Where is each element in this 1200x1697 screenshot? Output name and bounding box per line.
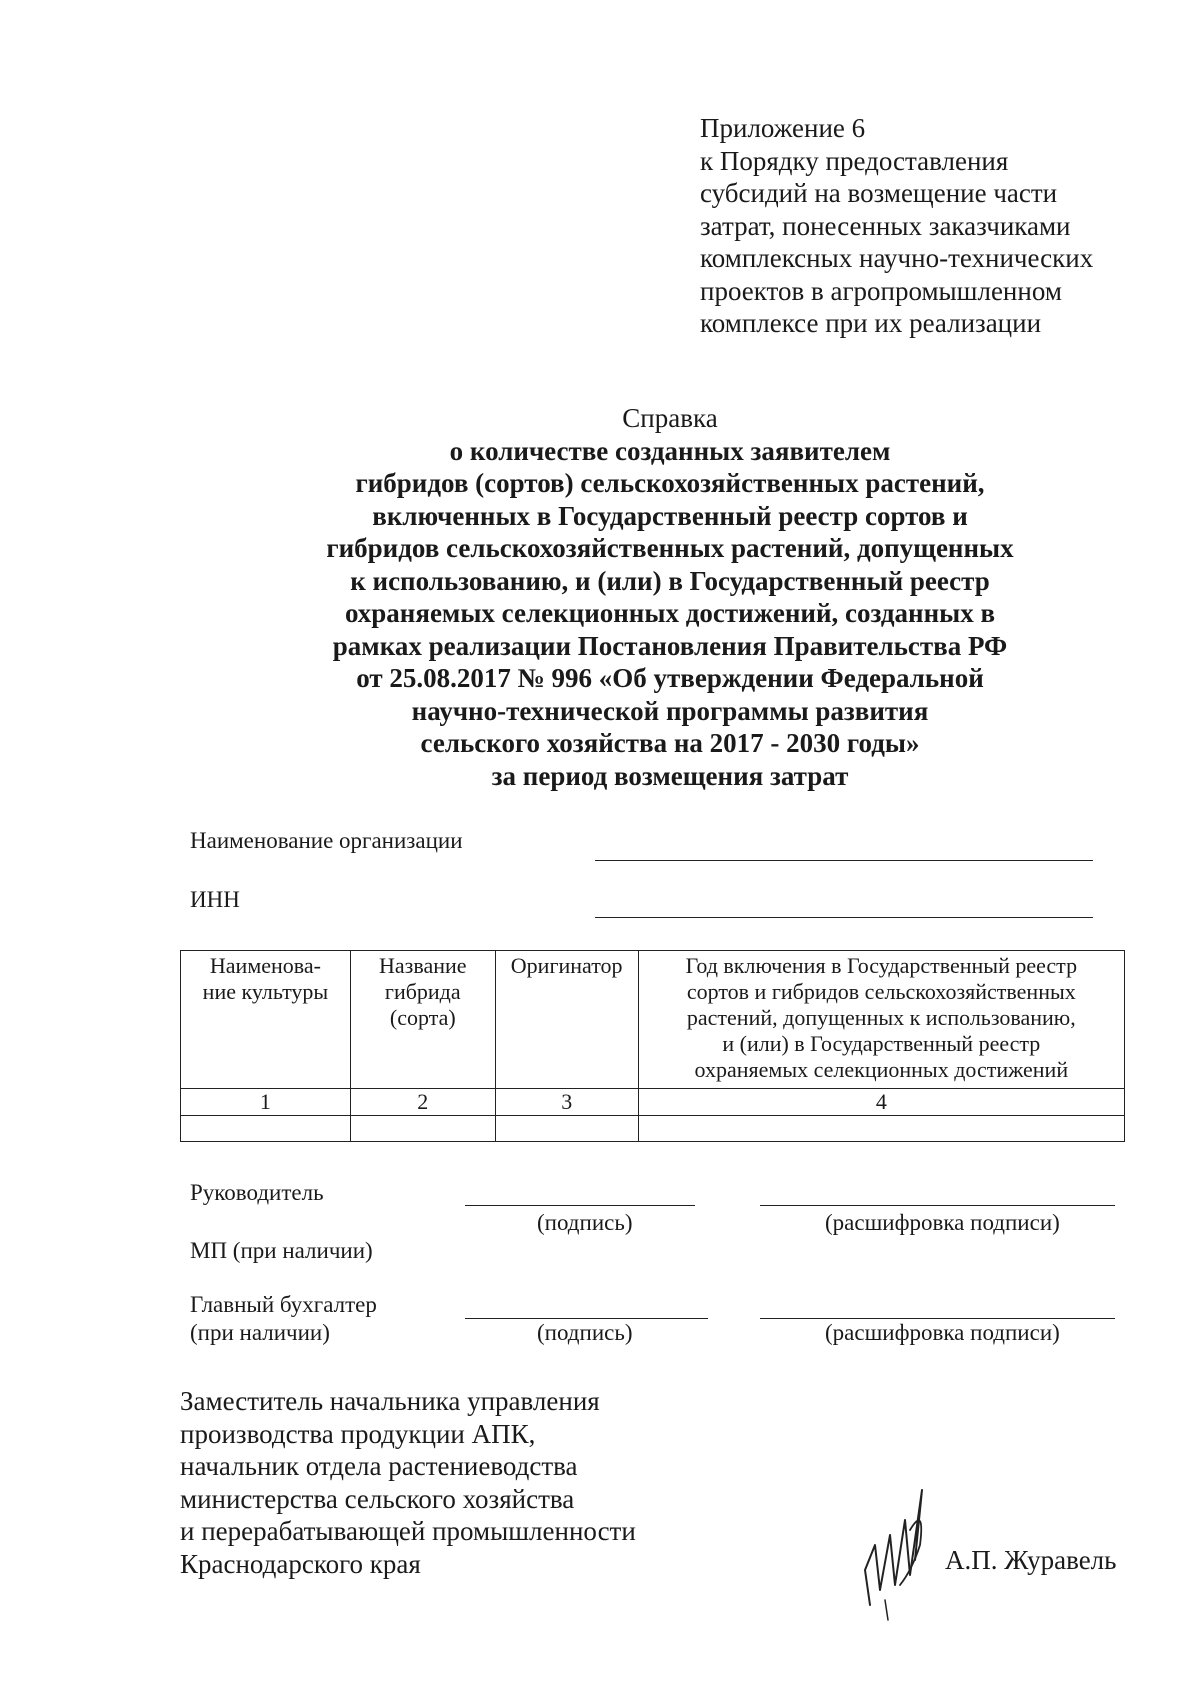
accountant-decode-caption: (расшифровка подписи) xyxy=(825,1320,1060,1345)
accountant-label: Главный бухгалтер xyxy=(190,1292,377,1317)
table-number-row xyxy=(181,1089,1125,1116)
footer-line: начальник отдела растениеводства xyxy=(180,1451,578,1481)
head-signature-caption: (подпись) xyxy=(537,1210,633,1235)
stamp-label: МП (при наличии) xyxy=(190,1238,373,1263)
title-line: гибридов сельскохозяйственных растений, допущенных xyxy=(326,533,1014,563)
signer-name: А.П. Журавель xyxy=(945,1545,1117,1575)
title-line: охраняемых селекционных достижений, созданных в xyxy=(344,598,996,628)
document-title xyxy=(200,402,1140,792)
inn-label: ИНН xyxy=(190,887,240,912)
column-number: 3 xyxy=(495,1089,638,1116)
table-cell[interactable] xyxy=(638,1116,1124,1142)
title-line: гибридов (сортов) сельскохозяйственных растений, xyxy=(355,468,985,498)
accountant-signature-line[interactable] xyxy=(465,1318,708,1319)
annex-line: к Порядку предоставления xyxy=(700,145,1009,176)
title-line: включенных в Государственный реестр сортов и xyxy=(372,500,968,531)
title-line: научно-технической программы развития xyxy=(411,695,929,726)
footer-line: министерства сельского хозяйства xyxy=(180,1483,575,1514)
header-hybrid: Название гибрида (сорта) xyxy=(350,951,495,1089)
title-line: за период возмещения затрат xyxy=(491,760,849,791)
title-line: о количестве созданных заявителем xyxy=(449,435,891,466)
title-line: рамках реализации Постановления Правительства РФ xyxy=(332,630,1008,661)
table-cell[interactable] xyxy=(495,1116,638,1142)
table-cell[interactable] xyxy=(350,1116,495,1142)
annex-line: субсидий на возмещение части xyxy=(700,178,1058,208)
annex-line: проектов в агропромышленном xyxy=(700,275,1062,306)
title-heading: Справка xyxy=(622,403,718,433)
column-number: 4 xyxy=(638,1089,1124,1116)
header-year: Год включения в Государственный реестр сортов и гибридов сельскохозяйственных растений, допущенных к использованию, и (или) в Государственный реестр охраняемых селекционных достижений xyxy=(638,951,1124,1089)
inn-line[interactable] xyxy=(595,917,1093,918)
footer-position xyxy=(180,1385,636,1580)
accountant-note: (при наличии) xyxy=(190,1320,330,1345)
column-number: 2 xyxy=(350,1089,495,1116)
table-cell[interactable] xyxy=(181,1116,351,1142)
head-decode-caption: (расшифровка подписи) xyxy=(825,1210,1060,1235)
head-decode-line[interactable] xyxy=(760,1205,1115,1206)
footer-line: производства продукции АПК, xyxy=(180,1418,536,1449)
footer-line: и перерабатывающей промышленности xyxy=(180,1516,636,1546)
head-signature-line[interactable] xyxy=(465,1205,695,1206)
accountant-signature-caption: (подпись) xyxy=(537,1320,633,1345)
annex-line: комплексных научно-технических xyxy=(700,243,1094,273)
title-line: от 25.08.2017 № 996 «Об утверждении Федеральной xyxy=(356,663,984,693)
column-number: 1 xyxy=(181,1089,351,1116)
table-row[interactable] xyxy=(181,1116,1125,1142)
annex-line: затрат, понесенных заказчиками xyxy=(700,210,1071,241)
accountant-decode-line[interactable] xyxy=(760,1318,1115,1319)
hybrids-table xyxy=(180,950,1125,1142)
handwritten-signature xyxy=(850,1475,950,1625)
header-originator: Оригинатор xyxy=(495,951,638,1089)
title-line: сельского хозяйства на 2017 - 2030 годы» xyxy=(420,728,920,758)
annex-line: комплексе при их реализации xyxy=(700,308,1042,338)
table-header-row xyxy=(181,951,1125,1089)
org-name-line[interactable] xyxy=(595,860,1093,861)
title-line: к использованию, и (или) в Государственный реестр xyxy=(350,565,990,596)
annex-line: Приложение 6 xyxy=(700,113,866,143)
header-crop: Наименова- ние культуры xyxy=(181,951,351,1089)
org-name-label: Наименование организации xyxy=(190,828,463,853)
footer-line: Заместитель начальника управления xyxy=(180,1386,600,1416)
footer-line: Краснодарского края xyxy=(180,1548,421,1579)
annex-header xyxy=(700,112,1093,340)
head-label: Руководитель xyxy=(190,1180,324,1205)
